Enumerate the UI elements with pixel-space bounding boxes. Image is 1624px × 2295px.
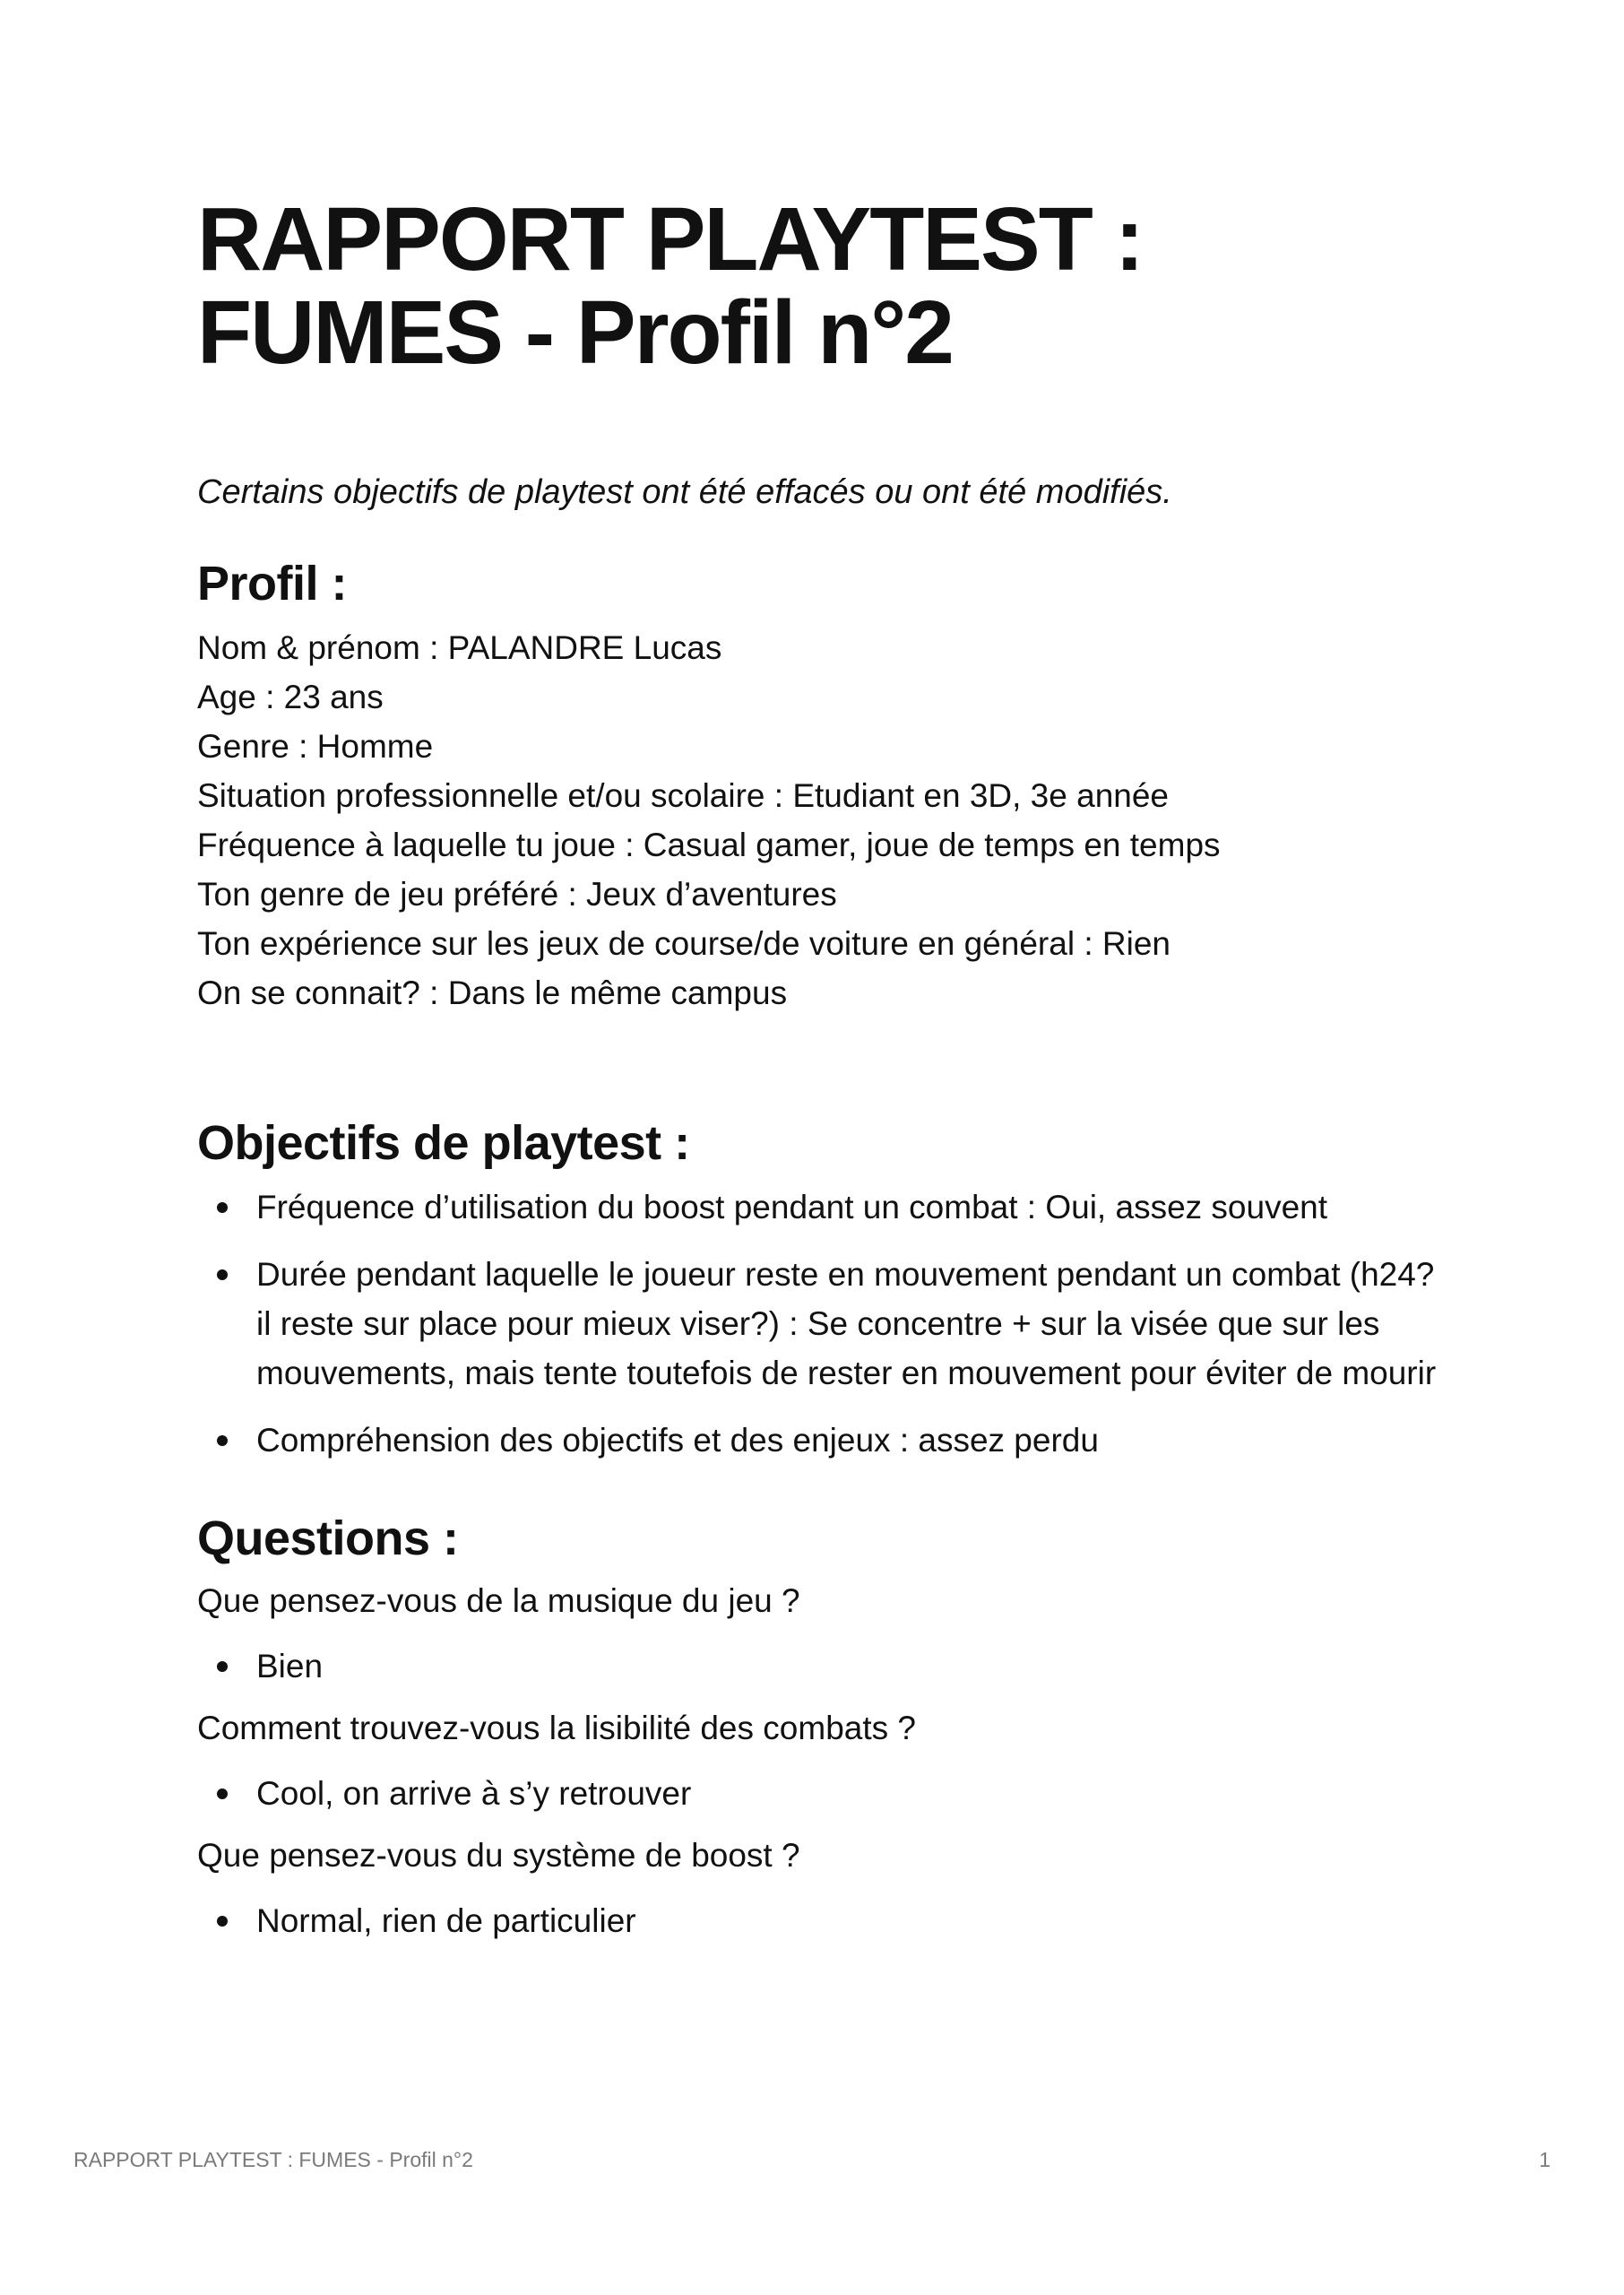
profile-line: Ton expérience sur les jeux de course/de voiture en général : Rien <box>197 925 1170 962</box>
page-title: RAPPORT PLAYTEST : FUMES - Profil n°2 <box>197 189 1143 383</box>
bullet-icon <box>217 1202 228 1213</box>
question-text: Que pensez-vous du système de boost ? <box>197 1837 800 1874</box>
bullet-icon <box>217 1788 228 1799</box>
bullet-icon <box>217 1916 228 1927</box>
answer-text: Normal, rien de particulier <box>256 1902 636 1939</box>
objective-item <box>197 1182 1452 1232</box>
objective-text: Fréquence d’utilisation du boost pendant un combat : Oui, assez souvent <box>256 1189 1328 1225</box>
profile-line: Age : 23 ans <box>197 679 384 715</box>
disclaimer-note: Certains objectifs de playtest ont été effacés ou ont été modifiés. <box>197 473 1172 511</box>
document-page <box>197 189 1452 1958</box>
profile-line: Nom & prénom : PALANDRE Lucas <box>197 629 722 666</box>
bullet-icon <box>217 1435 228 1446</box>
objective-text: Compréhension des objectifs et des enjeux : assez perdu <box>256 1422 1099 1459</box>
questions-heading: Questions : <box>197 1511 459 1565</box>
footer-title: RAPPORT PLAYTEST : FUMES - Profil n°2 <box>73 2148 473 2171</box>
answer-list <box>197 1769 1452 1818</box>
objectives-list <box>197 1182 1452 1465</box>
profile-line: Ton genre de jeu préféré : Jeux d’aventures <box>197 876 837 913</box>
profile-line: Situation professionnelle et/ou scolaire : Etudiant en 3D, 3e année <box>197 777 1170 814</box>
objective-item <box>197 1416 1452 1465</box>
bullet-icon <box>217 1661 228 1672</box>
question-block <box>197 1831 1452 1945</box>
profile-line: On se connait? : Dans le même campus <box>197 974 788 1011</box>
page-number: 1 <box>1539 2148 1551 2171</box>
question-block <box>197 1703 1452 1818</box>
profile-line: Fréquence à laquelle tu joue : Casual gamer, joue de temps en temps <box>197 827 1221 863</box>
answer-list <box>197 1641 1452 1691</box>
bullet-icon <box>217 1269 228 1280</box>
objective-text: Durée pendant laquelle le joueur reste en mouvement pendant un combat (h24? il reste sur place pour mieux viser?) : Se concentre + sur la visée que sur les mouvements, mais tente toutefois de rester en mouvement pour éviter de mourir <box>256 1256 1437 1391</box>
profile-heading: Profil : <box>197 557 347 611</box>
answer-item <box>197 1641 1452 1691</box>
question-block <box>197 1576 1452 1691</box>
answer-item <box>197 1896 1452 1945</box>
objectives-heading: Objectifs de playtest : <box>197 1116 690 1170</box>
objective-item <box>197 1250 1452 1398</box>
profile-list <box>197 623 1452 1018</box>
answer-list <box>197 1896 1452 1945</box>
question-text: Comment trouvez-vous la lisibilité des combats ? <box>197 1710 916 1746</box>
profile-line: Genre : Homme <box>197 728 434 765</box>
page-footer <box>73 2148 1551 2172</box>
question-text: Que pensez-vous de la musique du jeu ? <box>197 1582 800 1619</box>
answer-text: Bien <box>256 1648 324 1684</box>
questions-list <box>197 1576 1452 1945</box>
answer-item <box>197 1769 1452 1818</box>
answer-text: Cool, on arrive à s’y retrouver <box>256 1775 692 1812</box>
